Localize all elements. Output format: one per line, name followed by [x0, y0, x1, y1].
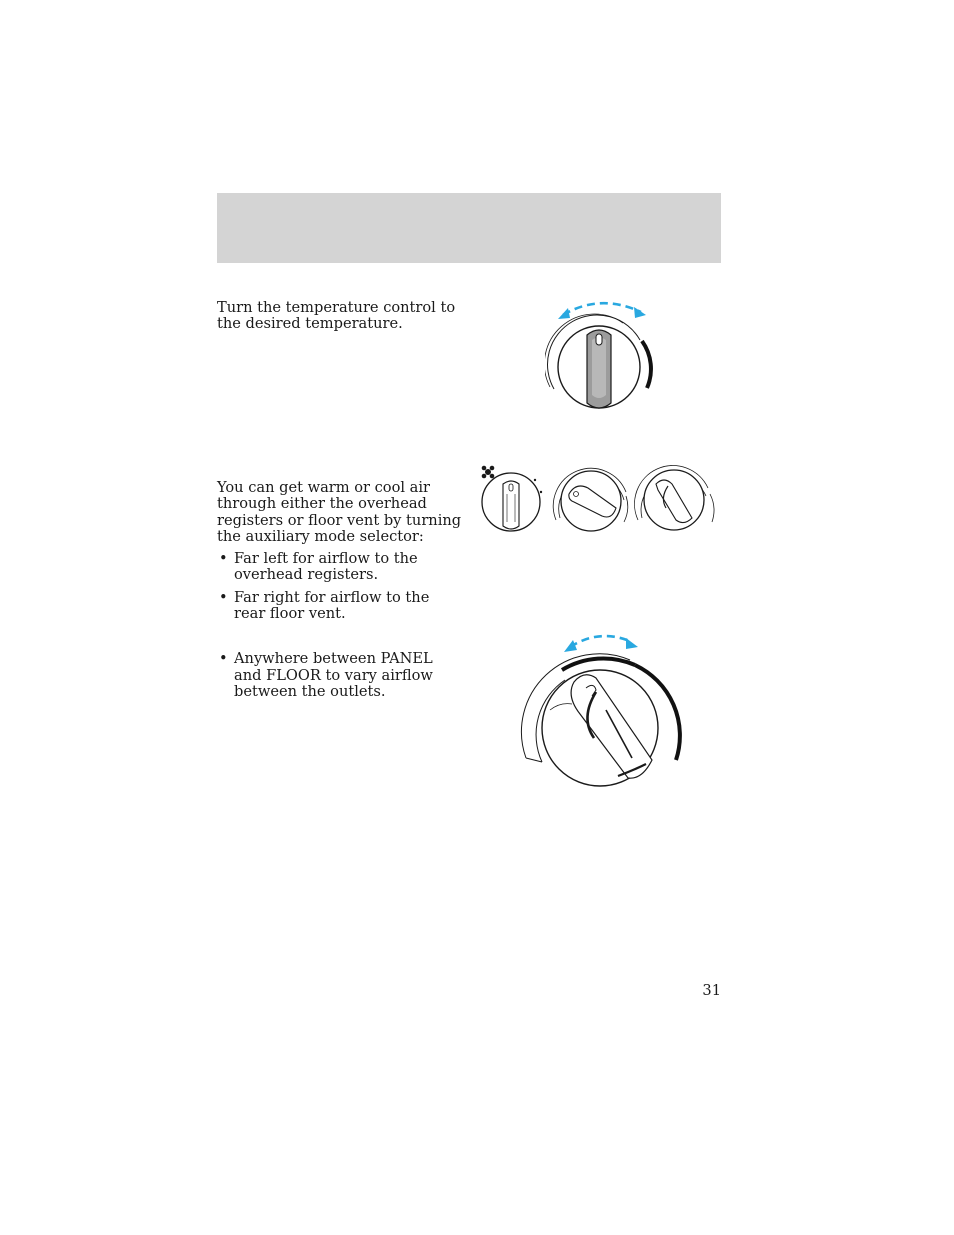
mode-selector-knob-icon	[520, 630, 685, 795]
temperature-knob-icon	[545, 295, 655, 415]
mode-selector-text-block	[217, 480, 462, 700]
bullet-overhead: • Far left for airflow to the overhead registers.	[217, 551, 462, 584]
temperature-knob-small-icon	[553, 468, 627, 531]
temperature-instruction-block	[217, 300, 462, 333]
fan-speed-knob-icon	[482, 473, 540, 531]
mode-selector-intro: You can get warm or cool air through either the overhead registers or floor vent by turning the auxiliary mode selector:	[217, 479, 462, 545]
rotate-arrow-icon	[564, 636, 638, 652]
mode-bullet-list	[217, 551, 462, 700]
page-number: 31	[702, 982, 721, 999]
temperature-instruction: Turn the temperature control to the desired temperature.	[217, 299, 456, 333]
bullet-floor-vent: • Far right for airflow to the rear floor vent.	[217, 590, 462, 623]
section-header-band	[217, 193, 721, 263]
mode-knob-small-icon	[635, 466, 714, 530]
auxiliary-control-knobs-icon	[478, 460, 723, 535]
rotate-arrow-icon	[558, 303, 646, 319]
fan-icon	[482, 466, 495, 479]
bullet-panel-floor: • Anywhere between PANEL and FLOOR to vary airflow between the outlets.	[217, 651, 462, 700]
